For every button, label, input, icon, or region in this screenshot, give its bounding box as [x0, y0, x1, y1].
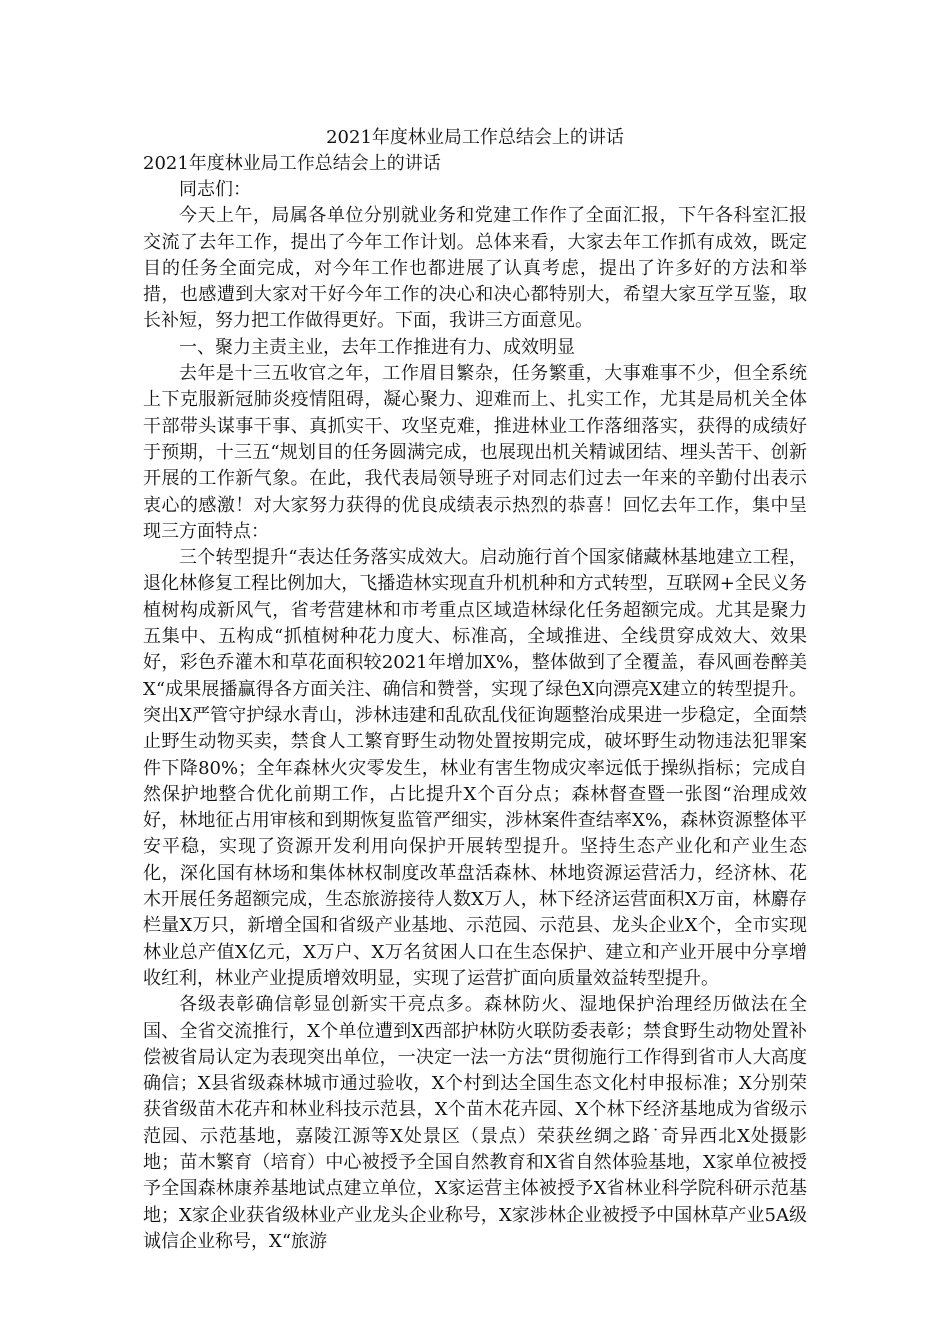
paragraph-commendations: 各级表彰确信彰显创新实干亮点多。森林防火、湿地保护治理经历做法在全国、全省交流推行，X个单位遭到X西部护林防火联防委表彰；禁食野生动物处置补偿被省局认定为表现突出单位，一决定一法一方法“贯彻施行工作得到省市人大高度确信；X县省级森林城市通过验收，X个村到达全国生态文化村申报标准；X分别荣获省级苗木花卉和林业科技示范县，X个苗木花卉园、X个林下经济基地成为省级示范园、示范基地，嘉陵江源等X处景区（景点）荣获丝绸之路˙奇异西北X处摄影地；苗木繁育（培育）中心被授予全国自然教育和X省自然体验基地，X家单位被授予全国森林康养基地试点建立单位，X家运营主体被授予X省林业科学院科研示范基地；X家企业获省级林业产业龙头企业称号，X家涉林企业被授予中国林草产业5A级诚信企业称号，X“旅游	[143, 994, 807, 1252]
paragraph-intro: 今天上午，局属各单位分别就业务和党建工作作了全面汇报，下午各科室汇报交流了去年工作，提出了今年工作计划。总体来看，大家去年工作抓有成效，既定目的任务全面完成，对今年工作也都进展了认真考虑，提出了许多好的方法和举措，也感遭到大家对干好今年工作的决心和决心都特别大，希望大家互学互鉴，取长补短，努力把工作做得更好。下面，我讲三方面意见。	[143, 205, 807, 332]
document-page	[143, 125, 807, 1255]
salutation: 同志们：	[179, 179, 251, 200]
paragraph-review: 去年是十三五收官之年，工作眉目繁杂，任务繁重，大事难事不少，但全系统上下克服新冠肺炎疫情阻碍，凝心聚力、迎难而上、扎实工作，尤其是局机关全体干部带头谋事干事、真抓实干、攻坚克难，推进林业工作落细落实，获得的成绩好于预期，十三五“规划目的任务圆满完成，也展现出机关精诚团结、埋头苦干、创新开展的工作新气象。在此，我代表局领导班子对同志们过去一年来的辛勤付出表示衷心的感激！对大家努力获得的优良成绩表示热烈的恭喜！回忆去年工作，集中呈现三方面特点：	[143, 363, 807, 542]
document-title: 2021年度林业局工作总结会上的讲话	[326, 127, 624, 148]
document-subtitle: 2021年度林业局工作总结会上的讲话	[143, 153, 441, 174]
paragraph-transformation: 三个转型提升“表达任务落实成效大。启动施行首个国家储藏林基地建立工程，退化林修复工程比例加大，飞播造林实现直升机机种和方式转型，互联网+全民义务植树构成新风气，省考营建林和市考重点区域造林绿化任务超额完成。尤其是聚力五集中、五构成“抓植树种花力度大、标准高，全域推进、全线贯穿成效大、效果好，彩色乔灌木和草花面积较2021年增加X%，整体做到了全覆盖，春风画卷醉美X“成果展播赢得各方面关注、确信和赞誉，实现了绿色X向漂亮X建立的转型提升。突出X严管守护绿水青山，涉林违建和乱砍乱伐征询题整治成果进一步稳定，全面禁止野生动物买卖，禁食人工繁育野生动物处置按期完成，破坏野生动物违法犯罪案件下降80%；全年森林火灾零发生，林业有害生物成灾率远低于操纵指标；完成自然保护地整合优化前期工作，占比提升X个百分点；森林督查暨一张图“治理成效好，林地征占用审核和到期恢复监管严细实，涉林案件查结率X%，森林资源整体平安平稳，实现了资源开发利用向保护开展转型提升。坚持生态产业化和产业生态化，深化国有林场和集体林权制度改革盘活森林、林地资源运营活力，经济林、花木开展任务超额完成，生态旅游接待人数X万人，林下经济运营面积X万亩，林麝存栏量X万只，新增全国和省级产业基地、示范园、示范县、龙头企业X个，全市实现林业总产值X亿元，X万户、X万名贫困人口在生态保护、建立和产业开展中分享增收红利，林业产业提质增效明显，实现了运营扩面向质量效益转型提升。	[143, 547, 807, 989]
section-heading-1: 一、聚力主责主业，去年工作推进有力、成效明显	[179, 336, 575, 358]
